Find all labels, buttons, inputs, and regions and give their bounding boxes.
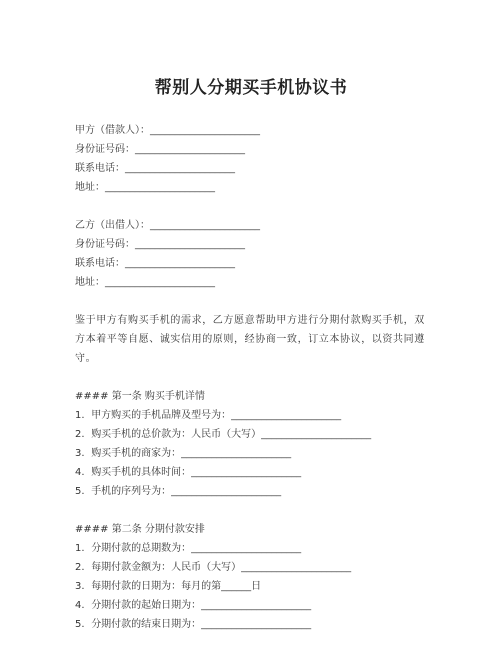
item-text: 分期付款的结束日期为：______________________ (91, 619, 312, 630)
party-a-id-field: 身份证号码：______________________ (75, 144, 245, 155)
section-1-item (75, 444, 435, 463)
party-b-phone-field: 联系电话：______________________ (75, 258, 235, 269)
party-a-block (75, 121, 435, 197)
item-number: 3. (75, 581, 85, 592)
preamble-paragraph: 鉴于甲方有购买手机的需求，乙方愿意帮助甲方进行分期付款购买手机，双方本着平等自愿、诚实信用的原则，经协商一致，订立本协议，以资共同遵守。 (75, 315, 425, 364)
item-text: 每期付款的日期为：每月的第______日 (91, 581, 262, 592)
party-b-name-field: 乙方（出借人）：______________________ (75, 220, 260, 231)
item-number: 2. (75, 562, 85, 573)
section-1-item (75, 463, 435, 482)
item-number: 3. (75, 448, 85, 459)
section-2 (75, 520, 435, 634)
document-title: 帮别人分期买手机协议书 (154, 78, 348, 98)
item-text: 购买手机的具体时间：______________________ (91, 467, 302, 478)
party-a-name-field: 甲方（借款人）：______________________ (75, 125, 260, 136)
section-2-item (75, 596, 435, 615)
party-b-block (75, 216, 435, 292)
section-2-item (75, 558, 435, 577)
item-number: 4. (75, 467, 85, 478)
item-number: 5. (75, 619, 85, 630)
item-number: 4. (75, 600, 85, 611)
item-number: 1. (75, 410, 85, 421)
item-number: 5. (75, 486, 85, 497)
item-text: 手机的序列号为：______________________ (91, 486, 282, 497)
item-text: 甲方购买的手机品牌及型号为：______________________ (91, 410, 342, 421)
section-1 (75, 387, 435, 501)
party-b-id-field: 身份证号码：______________________ (75, 239, 245, 250)
party-a-phone-field: 联系电话：______________________ (75, 163, 235, 174)
item-number: 1. (75, 543, 85, 554)
spacer (75, 292, 435, 311)
item-text: 购买手机的总价款为：人民币（大写）______________________ (91, 429, 372, 440)
item-number: 2. (75, 429, 85, 440)
section-2-item (75, 539, 435, 558)
party-a-address-field: 地址：______________________ (75, 182, 215, 193)
section-1-item (75, 406, 435, 425)
item-text: 购买手机的商家为：______________________ (91, 448, 292, 459)
spacer (75, 197, 435, 216)
document-body (75, 121, 435, 634)
section-1-heading: #### 第一条 购买手机详情 (75, 391, 205, 402)
item-text: 每期付款金额为：人民币（大写）______________________ (91, 562, 352, 573)
section-2-item (75, 577, 435, 596)
spacer (75, 501, 435, 520)
section-2-heading: #### 第二条 分期付款安排 (75, 524, 205, 535)
spacer (75, 368, 435, 387)
party-b-address-field: 地址：______________________ (75, 277, 215, 288)
section-2-item (75, 615, 435, 634)
section-1-item (75, 482, 435, 501)
item-text: 分期付款的起始日期为：______________________ (91, 600, 312, 611)
section-1-item (75, 425, 435, 444)
item-text: 分期付款的总期数为：______________________ (91, 543, 302, 554)
